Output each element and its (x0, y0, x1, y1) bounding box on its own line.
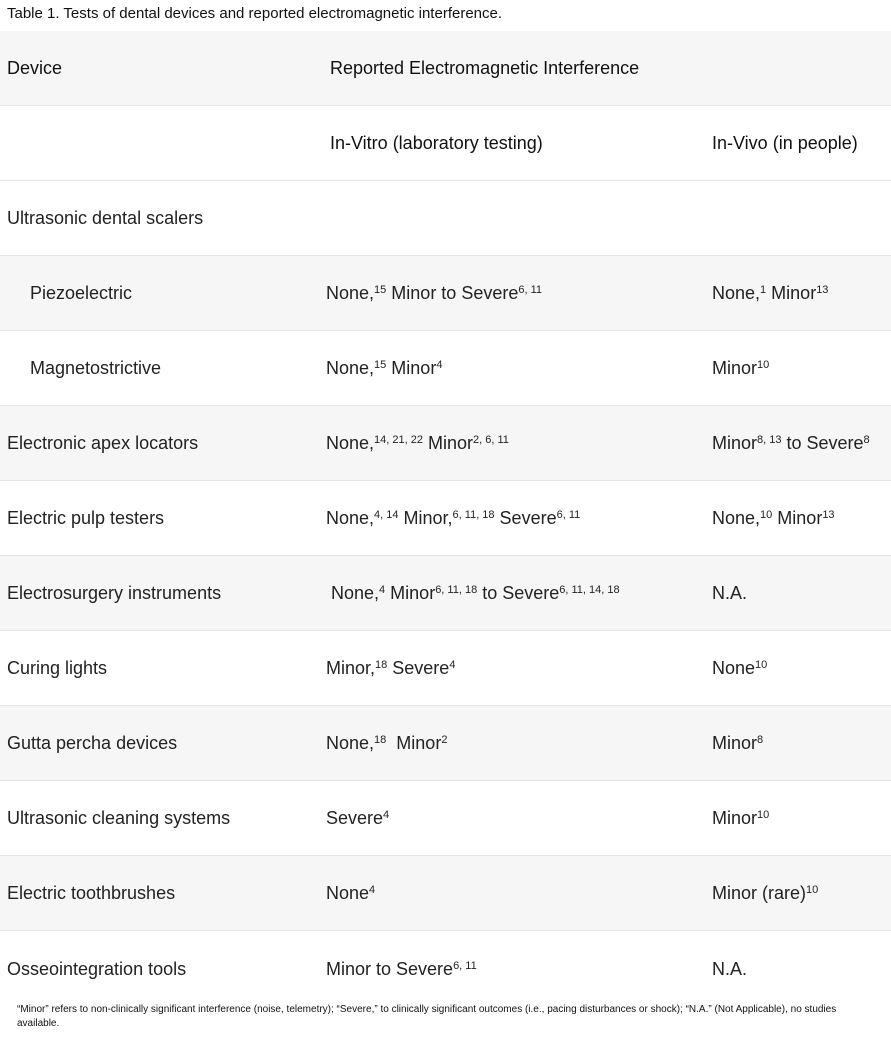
in-vivo-cell: None, $^{10}$ Minor $^{13}$ (712, 508, 835, 528)
cell-text: Minor (385, 583, 436, 603)
cell-text: N.A. (712, 583, 748, 603)
table-row (0, 256, 891, 331)
device-cell: Osseointegration tools (7, 958, 187, 979)
device-cell: Electronic apex locators (7, 433, 199, 453)
table-row (0, 181, 891, 256)
in-vivo-cell: Minor $^{10}$ (712, 358, 770, 378)
in-vitro-cell: Severe $^4$ (326, 808, 390, 828)
cell-text: None (712, 658, 756, 678)
cell-text: Minor to Severe (386, 283, 519, 303)
interference-table (0, 31, 891, 1006)
cell-text: None, (326, 433, 375, 453)
in-vitro-cell: Minor to Severe $^{6, 11}$ (326, 958, 477, 979)
cell-text: Severe (387, 658, 450, 678)
cell-text: None, (712, 283, 761, 303)
cell-text: Minor (rare) (712, 883, 807, 903)
cell-text: Minor (386, 358, 437, 378)
table-row (0, 631, 891, 706)
in-vitro-cell: None, $^4$ Minor $^{6, 11, 18}$ to Severe $^{6, 11, 14, 18}$ (326, 583, 620, 603)
in-vivo-cell: Minor $^{8, 13}$ to Severe $^8$ (712, 433, 870, 453)
cell-text: Minor (772, 508, 823, 528)
device-cell: Electric pulp testers (7, 508, 165, 528)
table-row (0, 931, 891, 1006)
device-cell: Electric toothbrushes (7, 883, 176, 903)
in-vitro-cell: None, $^{4, 14}$ Minor, $^{6, 11, 18}$ Severe $^{6, 11}$ (326, 508, 581, 528)
table-row (0, 781, 891, 856)
cell-text: Minor (712, 808, 758, 828)
device-cell: Gutta percha devices (7, 733, 178, 753)
header-device: Device (7, 58, 63, 78)
table-row (0, 331, 891, 406)
in-vitro-cell: None, $^{15}$ Minor to Severe $^{6, 11}$ (326, 283, 543, 303)
cell-text: None, (712, 508, 761, 528)
in-vivo-cell: Minor $^8$ (712, 733, 764, 753)
device-cell: Magnetostrictive (30, 358, 162, 378)
device-cell: Electrosurgery instruments (7, 583, 222, 603)
cell-text: N.A. (712, 958, 748, 979)
header-reported-emi: Reported Electromagnetic Interference (330, 58, 640, 78)
cell-text: Severe (494, 508, 557, 528)
in-vivo-cell: None $^{10}$ (712, 658, 768, 678)
header-in-vitro: In-Vitro (laboratory testing) (330, 133, 543, 153)
cell-text: Minor to Severe (326, 958, 454, 979)
in-vitro-cell: None, $^{18}$ Minor $^2$ (326, 733, 448, 753)
cell-text: None, (326, 583, 380, 603)
cell-text: Minor, (398, 508, 453, 528)
in-vitro-cell: None, $^{14, 21, 22}$ Minor $^{2, 6, 11}$ (326, 433, 509, 453)
header-row-secondary (0, 106, 891, 181)
table-row (0, 556, 891, 631)
device-cell: Piezoelectric (30, 283, 133, 303)
cell-text: Minor (712, 733, 758, 753)
in-vivo-cell: Minor $^{10}$ (712, 808, 770, 828)
table-row (0, 706, 891, 781)
in-vivo-cell: Minor (rare) $^{10}$ (712, 883, 819, 903)
in-vitro-cell: None $^4$ (326, 883, 376, 903)
cell-text: Minor (712, 358, 758, 378)
header-in-vivo: In-Vivo (in people) (712, 133, 858, 153)
table-row (0, 481, 891, 556)
table-body (0, 181, 891, 1006)
table-row (0, 406, 891, 481)
header-row-primary (0, 31, 891, 106)
cell-text: None, (326, 283, 375, 303)
cell-text: Minor, (326, 658, 376, 678)
cell-text: Minor (712, 433, 758, 453)
cell-text: Minor (386, 733, 442, 753)
in-vitro-cell: Minor, $^{18}$ Severe $^4$ (326, 658, 456, 678)
in-vitro-cell: None, $^{15}$ Minor $^4$ (326, 358, 443, 378)
cell-text: None (326, 883, 370, 903)
cell-text: None, (326, 508, 375, 528)
cell-text: Minor (766, 283, 817, 303)
cell-text: Severe (326, 808, 384, 828)
cell-text: None, (326, 358, 375, 378)
device-cell: Ultrasonic cleaning systems (7, 808, 231, 828)
table-caption: Table 1. Tests of dental devices and reported electromagnetic interference. (7, 5, 503, 22)
table-row (0, 856, 891, 931)
in-vivo-cell (712, 931, 747, 1006)
cell-text: to Severe (781, 433, 864, 453)
table-footnote: “Minor” refers to non-clinically significant interference (noise, telemetry); “Severe,” to clinically significant outcomes (i.e., pacing disturbances or shock); “N.A.” (Not Applicable), no studies available. (17, 1004, 837, 1029)
device-cell: Ultrasonic dental scalers (7, 208, 204, 228)
in-vivo-cell: None, $^1$ Minor $^{13}$ (712, 283, 829, 303)
cell-text: None, (326, 733, 375, 753)
cell-text: to Severe (477, 583, 560, 603)
device-cell: Curing lights (7, 658, 108, 678)
in-vivo-cell (712, 556, 747, 630)
cell-text: Minor (422, 433, 473, 453)
